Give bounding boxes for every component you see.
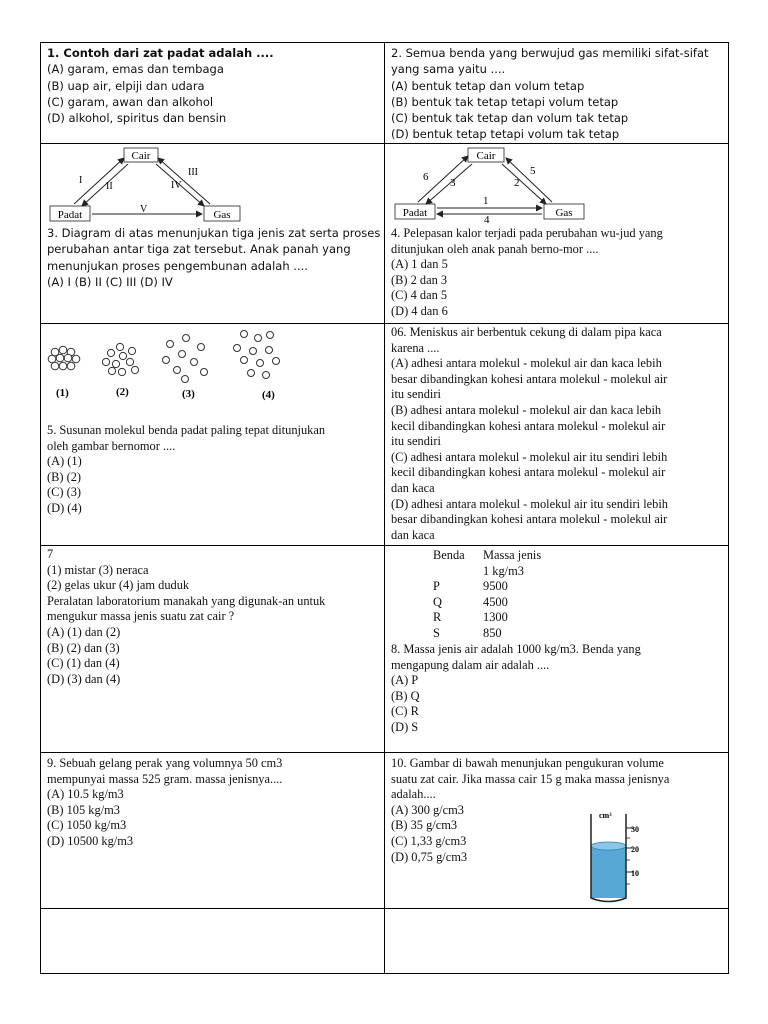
- molecule-group-2: [102, 343, 138, 375]
- option-d: (D) 0,75 g/cm3: [391, 849, 468, 864]
- table-unit: 1 kg/m3: [483, 563, 524, 578]
- padat-label: Padat: [57, 209, 83, 221]
- arrow-ii: [82, 164, 128, 206]
- question-6-text: karena ....: [391, 340, 440, 355]
- option-b: kecil dibandingkan kohesi antara molekul - molekul air: [391, 418, 666, 433]
- option-b: (B) adhesi antara molekul - molekul air dan kaca lebih: [391, 402, 662, 417]
- option-d: besar dibandingkan kohesi antara molekul - molekul air: [391, 512, 668, 527]
- question-4: [391, 226, 663, 320]
- option-c: (C) R: [391, 704, 419, 719]
- table-cell-benda: S: [433, 625, 440, 640]
- molecule-group-3: [163, 335, 208, 383]
- question-7: [47, 547, 325, 687]
- question-9-text: mempunyai massa 525 gram. massa jenisnya....: [47, 771, 283, 786]
- option-d: (D) (4): [47, 500, 82, 515]
- row-divider: [40, 752, 729, 753]
- option-b: (B) (2) dan (3): [47, 640, 120, 655]
- question-5: [47, 423, 325, 517]
- table-cell-density: 4500: [483, 594, 508, 609]
- table-row: [433, 595, 541, 611]
- water-surface: [591, 842, 626, 850]
- question-1-text: 1. Contoh dari zat padat adalah ....: [47, 46, 274, 60]
- option-a: (A) garam, emas dan tembaga: [47, 62, 224, 77]
- option-b: itu sendiri: [391, 434, 441, 449]
- question-8: [391, 642, 641, 736]
- option-b: (B) Q: [391, 688, 420, 703]
- question-2-text: yang sama yaitu ....: [391, 62, 506, 77]
- molecule-group-1: [48, 346, 80, 370]
- option-c: (C) (1) dan (4): [47, 656, 120, 671]
- question-3-text: 3. Diagram di atas menunjukan tiga jenis zat serta proses: [47, 226, 381, 240]
- option-d: (D) alkohol, spiritus dan bensin: [47, 111, 227, 126]
- option-b: (B) uap air, elpiji dan udara: [47, 78, 205, 93]
- question-7-text: (1) mistar (3) neraca: [47, 562, 149, 577]
- option-c: (C) adhesi antara molekul - molekul air itu sendiri lebih: [391, 449, 668, 464]
- question-6: [391, 325, 668, 543]
- question-6-text: 06. Meniskus air berbentuk cekung di dalam pipa kaca: [391, 325, 662, 339]
- arrow-label-1: 1: [483, 195, 489, 207]
- gas-label: Gas: [555, 207, 573, 219]
- molecule-arrangement-figure: [44, 326, 294, 404]
- option-c: (C) garam, awan dan alkohol: [47, 94, 214, 109]
- arrow-label-ii: II: [106, 181, 113, 192]
- question-9: [47, 756, 282, 850]
- question-9-text: 9. Sebuah gelang perak yang volumnya 50 cm3: [47, 756, 283, 770]
- option-d: (D) bentuk tetap tetapi volum tak tetap: [391, 127, 620, 142]
- arrow-iii: [158, 158, 210, 204]
- option-d: (D) 10500 kg/m3: [47, 833, 134, 848]
- arrow-2: [502, 164, 546, 204]
- option-a: (A) 300 g/cm3: [391, 802, 464, 817]
- table-row: [433, 626, 541, 642]
- table-cell-benda: R: [433, 610, 442, 625]
- option-b: (B) 2 dan 3: [391, 272, 448, 287]
- option-c: (C) (3): [47, 485, 82, 500]
- arrow-label-v: V: [140, 204, 148, 215]
- arrow-label-3: 3: [450, 177, 456, 189]
- option-a: besar dibandingkan kohesi antara molekul - molekul air: [391, 371, 668, 386]
- row-divider: [40, 545, 729, 546]
- cair-label: Cair: [476, 150, 496, 162]
- option-d: (D) (3) dan (4): [47, 671, 121, 686]
- gas-label: Gas: [213, 209, 231, 221]
- phase-change-diagram-4: [392, 146, 592, 224]
- option-d: (D) S: [391, 719, 419, 734]
- option-a: (A) 10.5 kg/m3: [47, 787, 124, 802]
- density-table: [433, 548, 541, 642]
- figure-label-2: (2): [116, 386, 129, 398]
- table-cell-benda: Q: [433, 594, 442, 609]
- arrow-3: [426, 164, 472, 204]
- cair-label: Cair: [131, 150, 151, 162]
- unit-label: cm³: [599, 811, 612, 820]
- tick-label-30: 30: [631, 825, 639, 834]
- measuring-cylinder: [585, 802, 663, 906]
- option-a: (A) adhesi antara molekul - molekul air dan kaca lebih: [391, 356, 662, 371]
- arrow-5: [506, 158, 552, 202]
- option-c: (C) 1050 kg/m3: [47, 818, 127, 833]
- arrow-label-6: 6: [423, 171, 429, 183]
- arrow-label-5: 5: [530, 165, 536, 177]
- question-3-text: perubahan antar tiga zat tersebut. Anak panah yang: [47, 242, 351, 257]
- option-c: (C) bentuk tak tetap dan volum tak tetap: [391, 111, 629, 126]
- figure-label-3: (3): [182, 388, 195, 400]
- question-3-text: menunjukan proses pengembunan adalah ....: [47, 258, 308, 273]
- table-row: [433, 579, 541, 595]
- option-a: (A) bentuk tetap dan volum tetap: [391, 78, 585, 93]
- option-a: (A) 1 dan 5: [391, 257, 448, 272]
- table-header-massa-jenis: Massa jenis: [483, 548, 542, 562]
- arrow-label-iii: III: [188, 167, 198, 178]
- question-1: [47, 45, 274, 126]
- question-7-text: mengukur massa jenis suatu zat cair ?: [47, 609, 235, 624]
- tick-label-10: 10: [631, 869, 639, 878]
- question-4-text: ditunjukan oleh anak panah berno-mor ....: [391, 241, 599, 256]
- option-b: (B) bentuk tak tetap tetapi volum tetap: [391, 94, 619, 109]
- question-10-text: suatu zat cair. Jika massa cair 15 g maka massa jenisnya: [391, 771, 670, 786]
- arrow-label-2: 2: [514, 177, 520, 189]
- option-b: (B) 105 kg/m3: [47, 802, 120, 817]
- option-c: dan kaca: [391, 480, 435, 495]
- option-d: (D) adhesi antara molekul - molekul air itu sendiri lebih: [391, 496, 668, 511]
- option-a: (A) P: [391, 673, 419, 688]
- tick-label-20: 20: [631, 845, 639, 854]
- option-c: (C) 1,33 g/cm3: [391, 833, 467, 848]
- figure-label-4: (4): [262, 389, 275, 401]
- table-cell-benda: P: [433, 579, 440, 594]
- arrow-label-iv: IV: [171, 180, 182, 191]
- option-c: (C) 4 dan 5: [391, 288, 448, 303]
- option-d: dan kaca: [391, 527, 435, 542]
- phase-change-diagram-3: [46, 146, 246, 224]
- row-divider: [40, 908, 729, 909]
- water-fill: [591, 846, 626, 898]
- question-7-number: 7: [47, 547, 54, 561]
- arrow-label-4: 4: [484, 214, 490, 224]
- question-7-text: Peralatan laboratorium manakah yang digunak-an untuk: [47, 593, 326, 608]
- row-divider: [40, 323, 729, 324]
- question-5-text: oleh gambar bernomor ....: [47, 438, 176, 453]
- table-cell-density: 850: [483, 625, 502, 640]
- figure-label-1: (1): [56, 387, 69, 399]
- option-d: (D) 4 dan 6: [391, 303, 448, 318]
- table-header-benda: Benda: [433, 548, 465, 562]
- table-cell-density: 9500: [483, 579, 508, 594]
- table-cell-density: 1300: [483, 610, 508, 625]
- option-a: (A) (1) dan (2): [47, 624, 121, 639]
- question-3-options: (A) I (B) II (C) III (D) IV: [47, 274, 173, 289]
- column-divider: [384, 42, 385, 974]
- question-2: [391, 45, 709, 143]
- option-a: itu sendiri: [391, 387, 441, 402]
- question-4-text: 4. Pelepasan kalor terjadi pada perubahan wu-jud yang: [391, 226, 663, 240]
- question-3: [47, 225, 380, 290]
- option-a: (A) (1): [47, 454, 82, 469]
- molecule-group-4: [234, 331, 280, 379]
- question-10-text: adalah....: [391, 787, 436, 802]
- question-2-text: 2. Semua benda yang berwujud gas memiliki sifat-sifat: [391, 46, 709, 60]
- question-8-text: 8. Massa jenis air adalah 1000 kg/m3. Benda yang: [391, 642, 641, 656]
- option-c: kecil dibandingkan kohesi antara molekul - molekul air: [391, 465, 666, 480]
- arrow-label-i: I: [79, 175, 83, 186]
- option-b: (B) 35 g/cm3: [391, 818, 458, 833]
- question-7-text: (2) gelas ukur (4) jam duduk: [47, 578, 190, 593]
- padat-label: Padat: [402, 207, 428, 219]
- row-divider: [40, 143, 729, 144]
- table-row: [433, 610, 541, 626]
- question-5-text: 5. Susunan molekul benda padat paling tepat ditunjukan: [47, 423, 326, 437]
- option-b: (B) (2): [47, 469, 82, 484]
- question-8-text: mengapung dalam air adalah ....: [391, 657, 550, 672]
- question-10-text: 10. Gambar di bawah menunjukan pengukuran volume: [391, 756, 664, 770]
